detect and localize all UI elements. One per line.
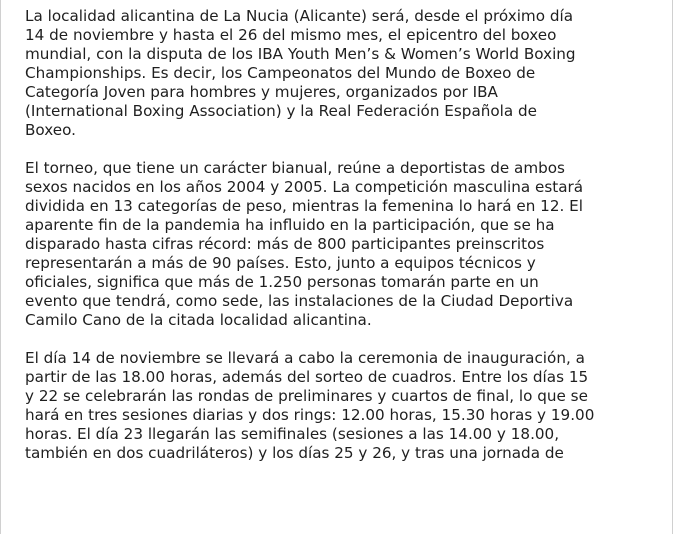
text-line: representarán a más de 90 países. Esto, junto a equipos técnicos y: [25, 254, 536, 272]
text-line: evento que tendrá, como sede, las instalaciones de la Ciudad Deportiva: [25, 292, 574, 310]
text-line: sexos nacidos en los años 2004 y 2005. La competición masculina estará: [25, 178, 584, 196]
text-line: horas. El día 23 llegarán las semifinales (sesiones a las 14.00 y 18.00,: [25, 425, 560, 443]
text-line: Camilo Cano de la citada localidad alicantina.: [25, 311, 372, 329]
text-line: aparente fin de la pandemia ha influido en la participación, que se ha: [25, 216, 555, 234]
text-line: Championships. Es decir, los Campeonatos del Mundo de Boxeo de: [25, 64, 536, 82]
paragraph: [25, 349, 649, 463]
text-line: oficiales, significa que más de 1.250 personas tomarán parte en un: [25, 273, 539, 291]
article-body: [25, 7, 649, 482]
text-line: disparado hasta cifras récord: más de 800 participantes preinscritos: [25, 235, 545, 253]
text-line: hará en tres sesiones diarias y dos rings: 12.00 horas, 15.30 horas y 19.00: [25, 406, 595, 424]
text-line: Categoría Joven para hombres y mujeres, organizados por IBA: [25, 83, 498, 101]
text-line: La localidad alicantina de La Nucia (Alicante) será, desde el próximo día: [25, 7, 573, 25]
text-line: mundial, con la disputa de los IBA Youth Men’s & Women’s World Boxing: [25, 45, 576, 63]
text-line: y 22 se celebrarán las rondas de preliminares y cuartos de final, lo que se: [25, 387, 588, 405]
text-line: partir de las 18.00 horas, además del sorteo de cuadros. Entre los días 15: [25, 368, 589, 386]
paragraph: [25, 7, 649, 140]
text-line: 14 de noviembre y hasta el 26 del mismo mes, el epicentro del boxeo: [25, 26, 557, 44]
paragraph: [25, 159, 649, 330]
text-line: también en dos cuadriláteros) y los días 25 y 26, y tras una jornada de: [25, 444, 564, 462]
text-line: El torneo, que tiene un carácter bianual, reúne a deportistas de ambos: [25, 159, 565, 177]
text-line: El día 14 de noviembre se llevará a cabo la ceremonia de inauguración, a: [25, 349, 585, 367]
text-line: (International Boxing Association) y la Real Federación Española de: [25, 102, 538, 120]
text-line: Boxeo.: [25, 121, 76, 139]
text-line: dividida en 13 categorías de peso, mientras la femenina lo hará en 12. El: [25, 197, 583, 215]
